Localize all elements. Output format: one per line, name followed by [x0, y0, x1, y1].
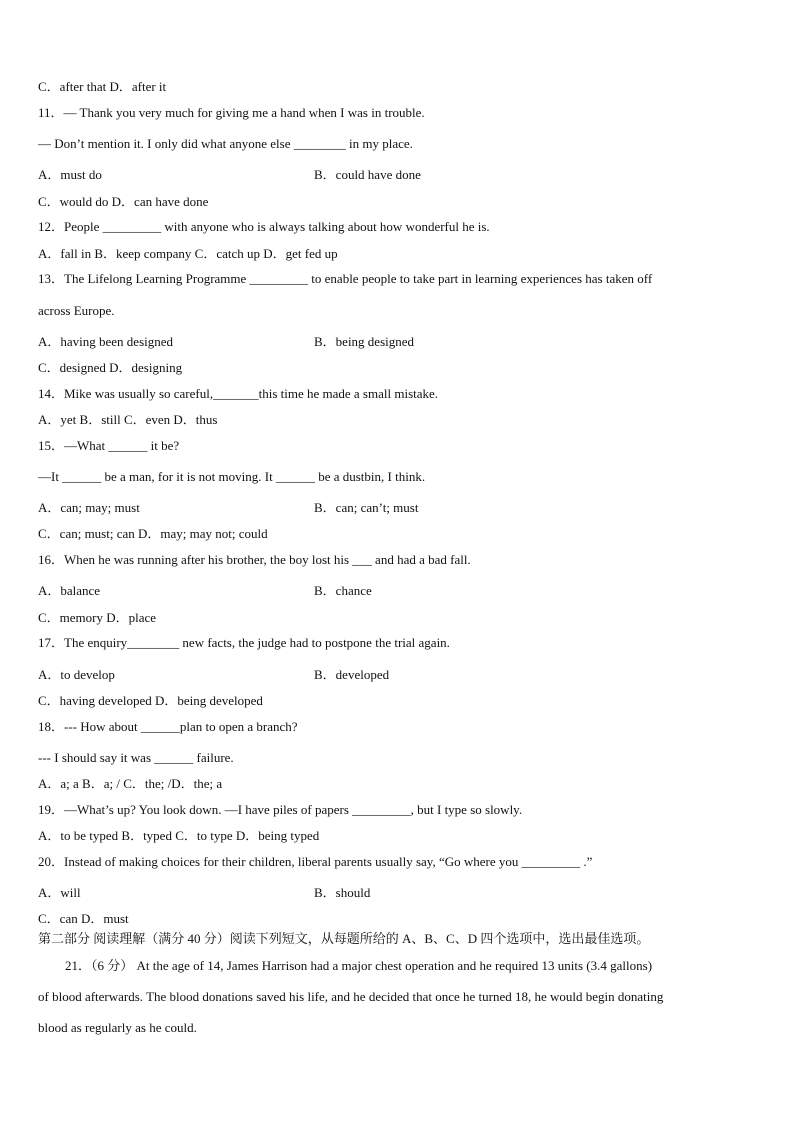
text-line: B．could have done [314, 167, 421, 182]
text-line: B．can; can’t; must [314, 500, 419, 515]
text-line: 21．（6 分） At the age of 14, James Harrison had a major chest operation and he required 13 units (3.4 gallons) [65, 958, 653, 973]
text-line: C．memory D．place [38, 610, 157, 625]
text-line: 15．—What ______ it be? [38, 438, 180, 453]
text-line: A．to be typed B．typed C．to type D．being typed [38, 828, 320, 843]
text-line: C．can D．must [38, 911, 129, 926]
text-line: C．would do D．can have done [38, 194, 209, 209]
text-line: C．designed D．designing [38, 360, 183, 375]
text-line: 17．The enquiry________ new facts, the judge had to postpone the trial again. [38, 635, 450, 650]
text-line: A．will [38, 885, 81, 900]
text-line: A．fall in B．keep company C．catch up D．get fed up [38, 246, 338, 261]
text-line: C．having developed D．being developed [38, 693, 263, 708]
text-line: C．after that D．after it [38, 79, 167, 94]
text-line: 12．People _________ with anyone who is always talking about how wonderful he is. [38, 219, 490, 234]
text-line: 第二部分 阅读理解（满分 40 分）阅读下列短文，从每题所给的 A、B、C、D 四个选项中，选出最佳选项。 [38, 931, 650, 946]
text-line: 18．--- How about ______plan to open a branch? [38, 719, 298, 734]
text-line: 11．— Thank you very much for giving me a hand when I was in trouble. [38, 105, 425, 120]
text-line: 20．Instead of making choices for their children, liberal parents usually say, “Go where you _________ .” [38, 854, 593, 869]
text-line: B．chance [314, 583, 372, 598]
text-line: 14．Mike was usually so careful,_______this time he made a small mistake. [38, 386, 439, 401]
text-line: of blood afterwards. The blood donations saved his life, and he decided that once he turned 18, he would begin donating [38, 989, 664, 1004]
text-line: C．can; must; can D．may; may not; could [38, 526, 268, 541]
text-line: A．balance [38, 583, 101, 598]
text-line: —It ______ be a man, for it is not moving. It ______ be a dustbin, I think. [38, 469, 426, 484]
text-line: A．yet B．still C．even D．thus [38, 412, 218, 427]
text-line: B．should [314, 885, 371, 900]
text-line: 19．—What’s up? You look down. —I have piles of papers _________, but I type so slowly. [38, 802, 523, 817]
text-line: blood as regularly as he could. [38, 1020, 197, 1035]
text-line: A．can; may; must [38, 500, 140, 515]
text-line: A．a; a B．a; / C．the; /D．the; a [38, 776, 223, 791]
text-line: 16．When he was running after his brother, the boy lost his ___ and had a bad fall. [38, 552, 471, 567]
text-line: A．must do [38, 167, 102, 182]
text-line: B．developed [314, 667, 390, 682]
text-line: B．being designed [314, 334, 415, 349]
text-line: --- I should say it was ______ failure. [38, 750, 234, 765]
text-line: A．having been designed [38, 334, 174, 349]
text-line: 13．The Lifelong Learning Programme _________ to enable people to take part in learning experiences has taken off [38, 271, 653, 286]
text-line: — Don’t mention it. I only did what anyone else ________ in my place. [38, 136, 413, 151]
text-line: A．to develop [38, 667, 115, 682]
text-line: across Europe. [38, 303, 115, 318]
